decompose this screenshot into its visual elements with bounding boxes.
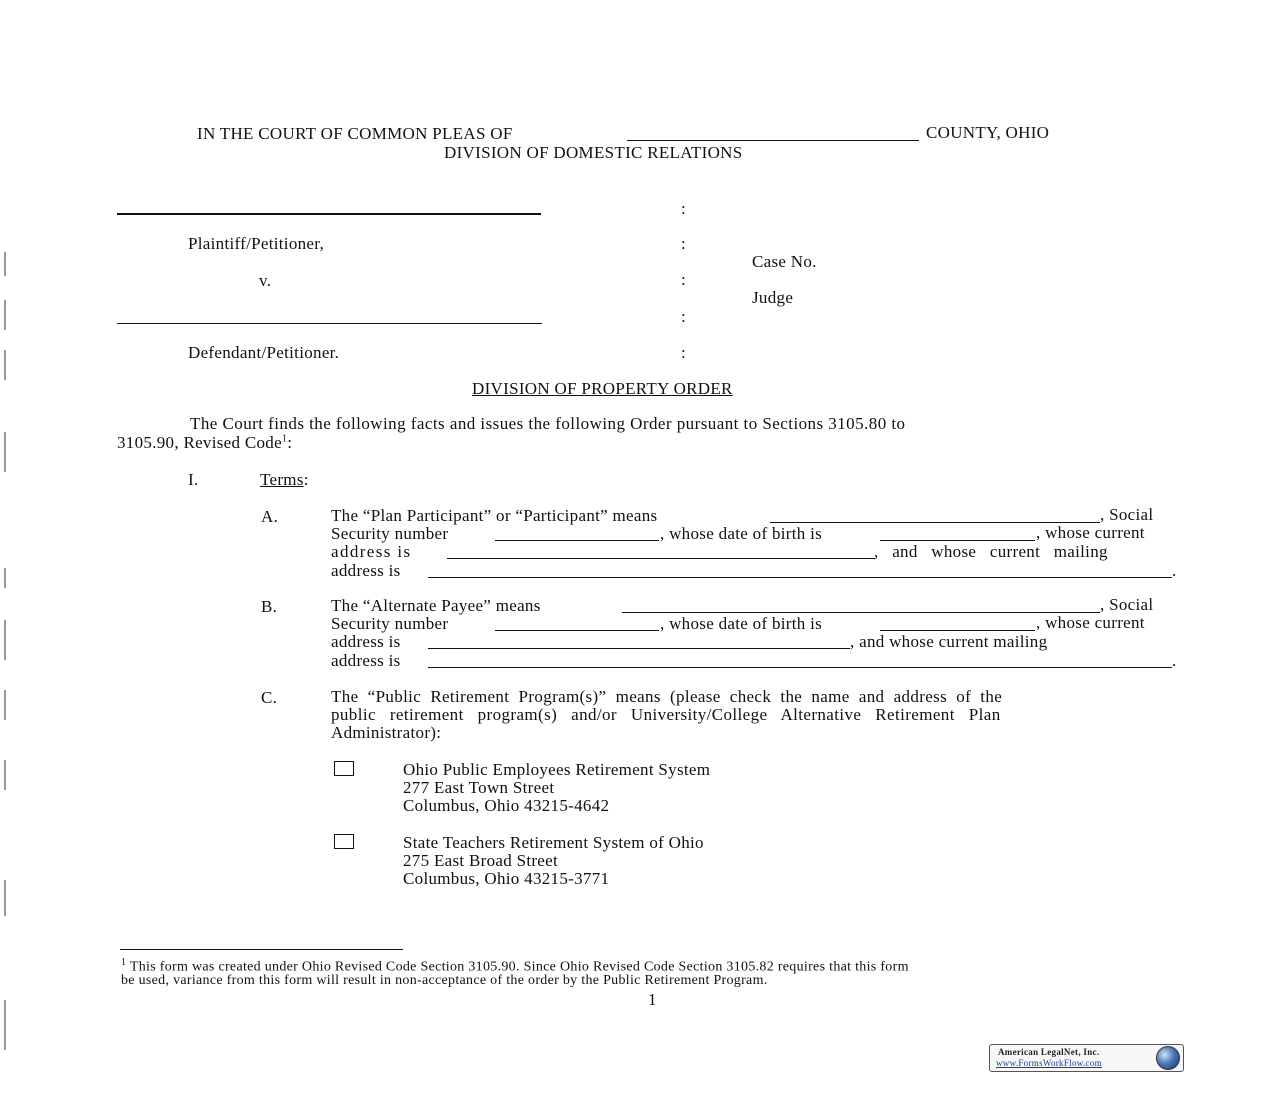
caption-colon: :: [681, 234, 687, 253]
social-text: , Social: [1100, 505, 1154, 524]
payee-name-blank[interactable]: [622, 612, 1100, 613]
item-letter: C.: [261, 688, 278, 707]
brand-url[interactable]: www.FormsWorkFlow.com: [996, 1058, 1102, 1068]
scan-mark: [4, 568, 6, 588]
address-label: address is: [331, 542, 412, 561]
program-text-line-1: The “Public Retirement Program(s)” means (please check the name and address of the: [331, 687, 1003, 706]
payee-mailing-blank[interactable]: [428, 667, 1172, 668]
strs-checkbox[interactable]: [334, 834, 354, 849]
caption-colon: :: [681, 343, 687, 362]
globe-icon: [1156, 1046, 1180, 1070]
scan-mark: [4, 432, 6, 472]
strs-name: State Teachers Retirement System of Ohio: [403, 833, 704, 852]
court-prefix: IN THE COURT OF COMMON PLEAS OF: [197, 124, 513, 143]
defendant-name-blank[interactable]: [117, 323, 542, 324]
mailing-address-label: address is: [331, 561, 401, 580]
participant-address-blank[interactable]: [447, 558, 875, 559]
ssn-label: Security number: [331, 524, 449, 543]
plaintiff-name-blank[interactable]: [117, 213, 541, 215]
participant-mailing-blank[interactable]: [428, 577, 1172, 578]
strs-street: 275 East Broad Street: [403, 851, 559, 870]
scan-mark: [4, 300, 6, 330]
participant-means-text: The “Plan Participant” or “Participant” means: [331, 506, 658, 525]
page-number: 1: [648, 990, 657, 1009]
opers-name: Ohio Public Employees Retirement System: [403, 760, 711, 779]
caption-colon: :: [681, 270, 687, 289]
opers-street: 277 East Town Street: [403, 778, 555, 797]
social-text: , Social: [1100, 595, 1154, 614]
participant-ssn-blank[interactable]: [495, 540, 659, 541]
strs-city: Columbus, Ohio 43215-3771: [403, 869, 610, 888]
current-label: , whose current: [1036, 523, 1145, 542]
line-period: .: [1172, 651, 1177, 670]
scan-mark: [4, 350, 6, 380]
address-label: address is: [331, 632, 401, 651]
program-text-line-2: public retirement program(s) and/or University/College Alternative Retirement Plan: [331, 705, 1001, 724]
section-heading: [260, 470, 309, 490]
scan-mark: [4, 620, 6, 660]
ssn-label: Security number: [331, 614, 449, 633]
defendant-label: Defendant/Petitioner.: [188, 343, 340, 362]
intro-line-2-text: 3105.90, Revised Code: [117, 433, 282, 452]
payee-means-text: The “Alternate Payee” means: [331, 596, 541, 615]
county-name-blank[interactable]: [627, 140, 919, 141]
payee-ssn-blank[interactable]: [495, 630, 659, 631]
opers-checkbox[interactable]: [334, 761, 354, 776]
dob-label: , whose date of birth is: [660, 614, 823, 633]
scan-mark: [4, 760, 6, 790]
payee-dob-blank[interactable]: [880, 630, 1035, 631]
brand-logo[interactable]: [989, 1044, 1184, 1072]
item-letter: A.: [261, 507, 279, 526]
mailing-label: , and whose current mailing: [850, 632, 1048, 651]
judge-label: Judge: [752, 288, 794, 307]
court-suffix: COUNTY, OHIO: [926, 123, 1050, 142]
line-period: .: [1172, 561, 1177, 580]
document-title: DIVISION OF PROPERTY ORDER: [472, 379, 733, 398]
mailing-address-label: address is: [331, 651, 401, 670]
section-heading-text: Terms: [260, 470, 304, 489]
footnote-marker: 1: [121, 957, 127, 968]
footnote-line-2: be used, variance from this form will result in non-acceptance of the order by the Public Retirement Program.: [121, 973, 768, 988]
case-number-label: Case No.: [752, 252, 817, 271]
intro-line-2-end: :: [287, 433, 293, 452]
section-numeral: I.: [188, 470, 199, 489]
plaintiff-label: Plaintiff/Petitioner,: [188, 234, 325, 253]
footnote-divider: [120, 949, 403, 950]
current-label: , whose current: [1036, 613, 1145, 632]
brand-name: American LegalNet, Inc.: [998, 1047, 1100, 1057]
intro-line-1: The Court finds the following facts and issues the following Order pursuant to Sections 3105.80 to: [190, 414, 906, 433]
footnote-reference: 1: [281, 433, 288, 445]
mailing-label: , and whose current mailing: [874, 542, 1108, 561]
program-text-line-3: Administrator):: [331, 723, 442, 742]
caption-colon: :: [681, 307, 687, 326]
participant-dob-blank[interactable]: [880, 540, 1035, 541]
division-title: DIVISION OF DOMESTIC RELATIONS: [444, 143, 743, 162]
payee-address-blank[interactable]: [428, 648, 850, 649]
footnote-text-1: This form was created under Ohio Revised Code Section 3105.90. Since Ohio Revised Code Section 3105.82 requires that this form: [129, 959, 909, 975]
dob-label: , whose date of birth is: [660, 524, 823, 543]
versus-label: v.: [259, 271, 272, 290]
caption-colon: :: [681, 199, 687, 218]
opers-city: Columbus, Ohio 43215-4642: [403, 796, 610, 815]
scan-mark: [4, 252, 6, 276]
scan-mark: [4, 1000, 6, 1050]
scan-mark: [4, 880, 6, 916]
item-letter: B.: [261, 597, 278, 616]
scan-mark: [4, 690, 6, 720]
section-heading-colon: :: [303, 470, 309, 489]
intro-line-2: [117, 433, 292, 453]
